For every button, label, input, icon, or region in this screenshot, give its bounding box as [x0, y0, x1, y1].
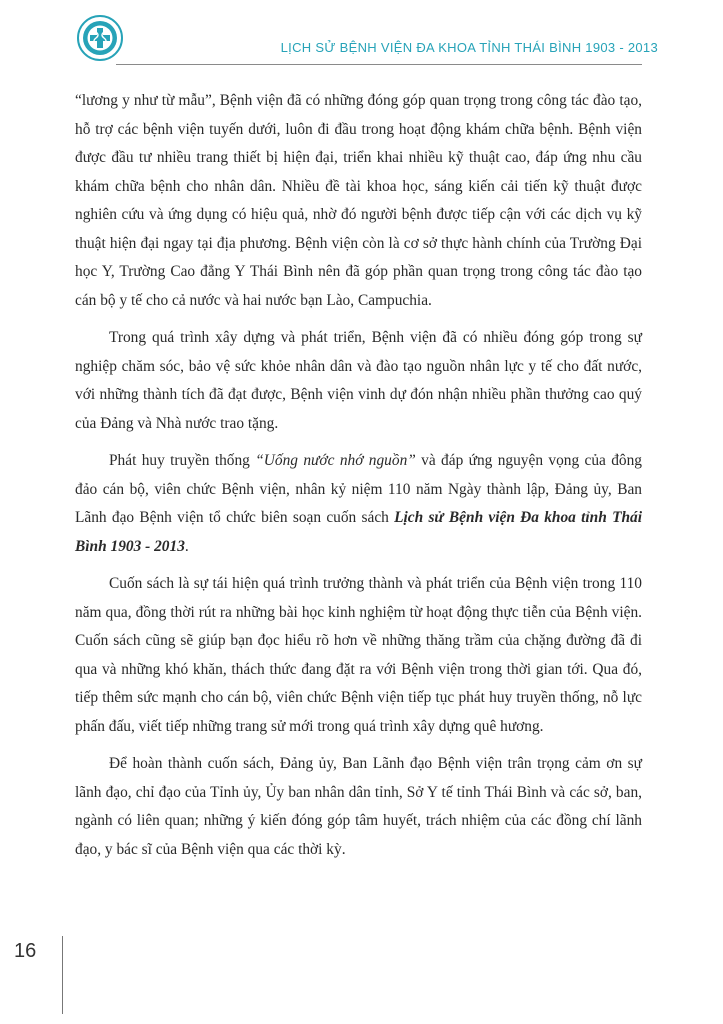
- margin-rule: [62, 936, 63, 1014]
- running-header-title: LỊCH SỬ BỆNH VIỆN ĐA KHOA TỈNH THÁI BÌNH 1903 - 2013: [280, 40, 658, 55]
- paragraph-3-part2: và đáp ứng nguyện vọng của đông đảo cán bộ, viên chức Bệnh viện, nhân kỷ niệm 110 năm Ngày thành lập, Đảng ủy, Ban Lãnh đạo Bệnh viện tổ chức biên soạn cuốn sách: [75, 452, 642, 526]
- paragraph-3-part1: Phát huy truyền thống: [109, 452, 256, 469]
- paragraph-2: Trong quá trình xây dựng và phát triển, Bệnh viện đã có nhiều đóng góp trong sự nghiệp chăm sóc, bảo vệ sức khỏe nhân dân và đào tạo nguồn nhân lực y tế cho đất nước, với những thành tích đã đạt được, Bệnh viện vinh dự đón nhận nhiều phần thưởng cao quý của Đảng và Nhà nước trao tặng.: [75, 329, 642, 432]
- book-title: Lịch sử Bệnh viện Đa khoa tỉnh Thái Bình 1903 - 2013: [75, 509, 643, 555]
- header-divider: [116, 64, 642, 65]
- paragraph-3-part3: .: [184, 537, 189, 555]
- paragraph-5: Để hoàn thành cuốn sách, Đảng ủy, Ban Lãnh đạo Bệnh viện trân trọng cảm ơn sự lãnh đạo, chỉ đạo của Tỉnh ủy, Ủy ban nhân dân tỉnh, Sở Y tế tỉnh Thái Bình và các sở, ban, ngành có liên quan; những ý kiến đóng góp tâm huyết, trách nhiệm của các đồng chí lãnh đạo, y bác sĩ của Bệnh viện qua các thời kỳ.: [75, 755, 642, 858]
- page-header: [0, 0, 723, 70]
- paragraph-1: “lương y như từ mẫu”, Bệnh viện đã có những đóng góp quan trọng trong công tác đào tạo, hỗ trợ các bệnh viện tuyến dưới, luôn đi đầu trong hoạt động khám chữa bệnh. Bệnh viện được đầu tư nhiều trang thiết bị hiện đại, triển khai nhiều kỹ thuật cao, đáp ứng nhu cầu khám chữa bệnh cho nhân dân. Nhiều đề tài khoa học, sáng kiến cải tiến kỹ thuật được nghiên cứu và ứng dụng có hiệu quả, nhờ đó người bệnh được tiếp cận với các dịch vụ kỹ thuật hiện đại ngay tại địa phương. Bệnh viện còn là cơ sở thực hành chính của Trường Đại học Y, Trường Cao đẳng Y Thái Bình nên đã góp phần quan trọng trong công tác đào tạo cán bộ y tế cho cả nước và hai nước bạn Lào, Campuchia.: [75, 92, 642, 309]
- paragraph-3: [75, 447, 642, 561]
- paragraph-3-quote: “Uống nước nhớ nguồn”: [255, 452, 416, 469]
- paragraph-4: Cuốn sách là sự tái hiện quá trình trưởng thành và phát triển của Bệnh viện trong 110 năm qua, đồng thời rút ra những bài học kinh nghiệm từ hoạt động thực tiễn của Bệnh viện. Cuốn sách cũng sẽ giúp bạn đọc hiểu rõ hơn về những thăng trầm của chặng đường đã đi qua và những khó khăn, thách thức đang đặt ra với Bệnh viện trong thời gian tới. Qua đó, tiếp thêm sức mạnh cho cán bộ, viên chức Bệnh viện tiếp tục phát huy truyền thống, nỗ lực phấn đấu, viết tiếp những trang sử mới trong quá trình xây dựng quê hương.: [75, 575, 642, 735]
- page-number: 16: [14, 940, 37, 962]
- hospital-logo-icon: [76, 14, 124, 62]
- body-text: [75, 87, 642, 873]
